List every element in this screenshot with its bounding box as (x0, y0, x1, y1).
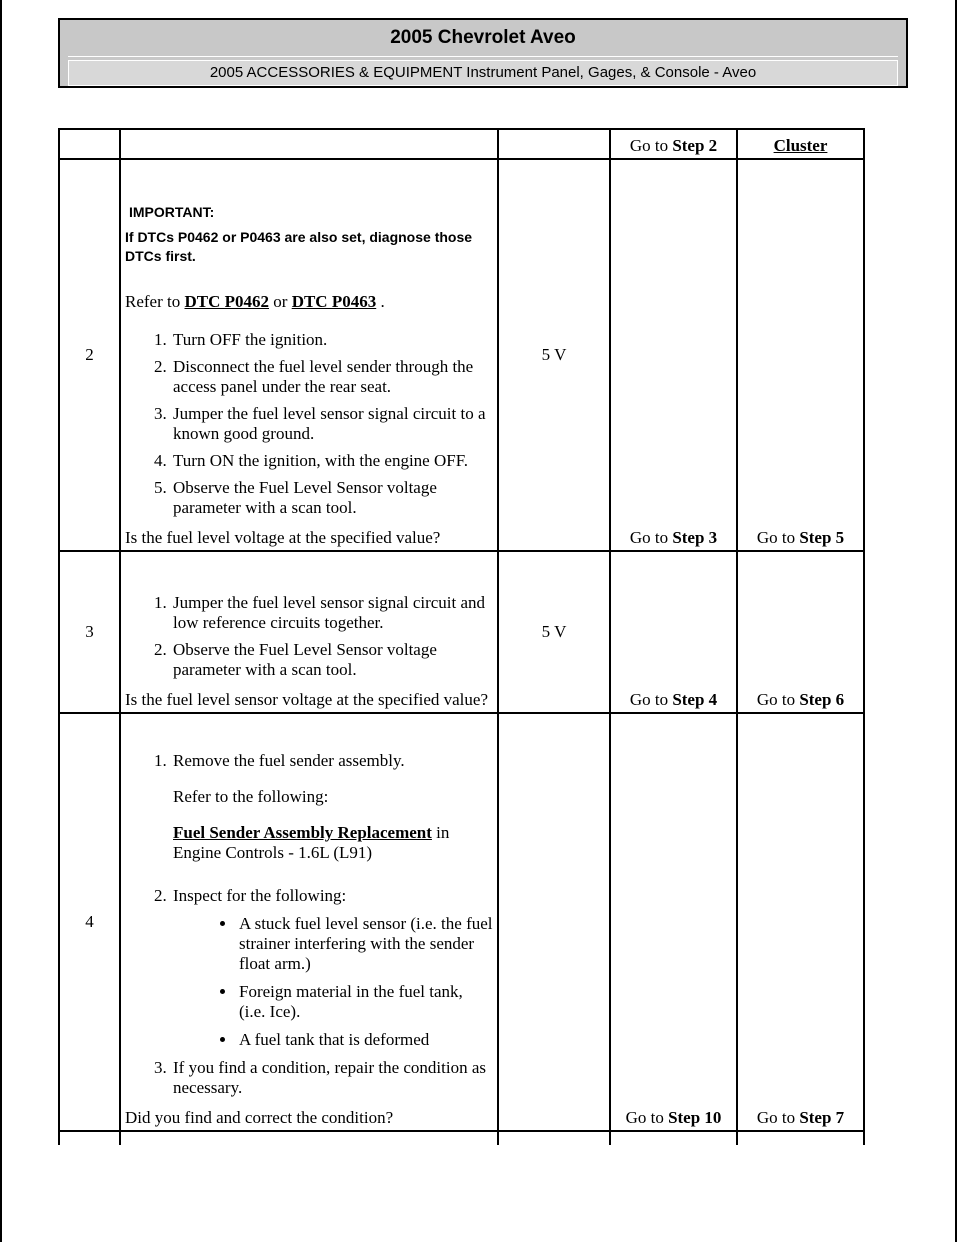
value-text: 5 V (498, 159, 610, 551)
page-header (58, 18, 908, 88)
yes-cell (610, 129, 737, 159)
link-suffix: in Engine Controls - 1.6L (L91) (173, 823, 450, 862)
procedure-list (125, 751, 493, 1098)
page-frame-right (955, 0, 957, 1242)
step-number: 3 (59, 551, 120, 713)
inspection-bullets (173, 914, 493, 1050)
question-text: Did you find and correct the condition? (125, 1108, 394, 1127)
yes-step: Step 2 (672, 136, 718, 155)
value-cell (498, 713, 610, 1131)
period-text: . (380, 292, 385, 311)
refer-line (125, 292, 493, 312)
no-cell (737, 129, 864, 159)
action-cell (120, 713, 498, 1131)
list-item: 1. Jumper the fuel level sensor signal circuit and low reference circuits together. (171, 593, 493, 633)
page-frame-left (0, 0, 2, 1242)
yes-step: Step 4 (672, 690, 718, 709)
action-cell (120, 551, 498, 713)
step-cell (59, 1131, 120, 1145)
list-item (171, 751, 493, 879)
yes-cell (610, 713, 737, 1131)
no-step: Step 5 (799, 528, 845, 547)
yes-prefix: Go to (629, 136, 669, 155)
no-step: Step 6 (799, 690, 845, 709)
table-row (59, 551, 864, 713)
dtc-p0462-link[interactable]: DTC P0462 (184, 292, 270, 311)
bullet-item: • A stuck fuel level sensor (i.e. the fuel strainer interfering with the sender float arm.) (237, 914, 493, 974)
refer-prefix: Refer to (125, 292, 181, 311)
refer-link-line (173, 823, 493, 863)
value-cell (498, 129, 610, 159)
procedure-list (125, 330, 493, 518)
document-title: 2005 Chevrolet Aveo (390, 27, 576, 48)
list-item: 2. Disconnect the fuel level sender through the access panel under the rear seat. (171, 357, 493, 397)
bullet-item: • Foreign material in the fuel tank, (i.e. Ice). (237, 982, 493, 1022)
important-heading: IMPORTANT: (129, 204, 215, 220)
yes-cell (610, 1131, 737, 1145)
action-cell (120, 159, 498, 551)
item-text: 2. Inspect for the following: (173, 886, 347, 905)
cluster-link[interactable]: Cluster (773, 136, 828, 155)
list-item: 3. If you find a condition, repair the condition as necessary. (171, 1058, 493, 1098)
important-text: If DTCs P0462 or P0463 are also set, diagnose those DTCs first. (125, 229, 473, 264)
no-cell (737, 551, 864, 713)
procedure-list (125, 593, 493, 680)
list-item: 1. Turn OFF the ignition. (171, 330, 493, 350)
action-cell (120, 129, 498, 159)
dtc-p0463-link[interactable]: DTC P0463 (291, 292, 377, 311)
value-text: 5 V (498, 551, 610, 713)
list-item: 5. Observe the Fuel Level Sensor voltage parameter with a scan tool. (171, 478, 493, 518)
item-text: 1. Remove the fuel sender assembly. (173, 751, 405, 770)
yes-prefix: Go to (625, 1108, 664, 1127)
list-item: 2. Observe the Fuel Level Sensor voltage parameter with a scan tool. (171, 640, 493, 680)
no-cell (737, 713, 864, 1131)
action-cell (120, 1131, 498, 1145)
header-divider (68, 56, 898, 57)
step-number: 2 (59, 159, 120, 551)
question-text: Is the fuel level voltage at the specified value? (125, 528, 441, 547)
no-step: Step 7 (799, 1108, 845, 1127)
step-number: 4 (59, 713, 120, 1131)
bullet-item: • A fuel tank that is deformed (237, 1030, 493, 1050)
diagnostic-table (58, 128, 865, 1145)
list-item (171, 886, 493, 1050)
refer-following: Refer to the following: (173, 787, 329, 806)
value-cell (498, 1131, 610, 1145)
no-cell (737, 1131, 864, 1145)
question-text: Is the fuel level sensor voltage at the specified value? (125, 690, 488, 709)
yes-step: Step 10 (668, 1108, 722, 1127)
no-cell (737, 159, 864, 551)
step-cell (59, 129, 120, 159)
yes-step: Step 3 (672, 528, 718, 547)
table-row (59, 1131, 864, 1145)
no-prefix: Go to (756, 528, 796, 547)
yes-prefix: Go to (629, 690, 669, 709)
yes-cell (610, 551, 737, 713)
table-row (59, 159, 864, 551)
document-subtitle: 2005 ACCESSORIES & EQUIPMENT Instrument Panel, Gages, & Console - Aveo (68, 60, 898, 86)
or-text: or (273, 292, 288, 311)
no-prefix: Go to (756, 690, 796, 709)
yes-cell (610, 159, 737, 551)
important-note (125, 203, 493, 266)
yes-prefix: Go to (629, 528, 669, 547)
header-panel (60, 20, 906, 86)
fuel-sender-replacement-link[interactable]: Fuel Sender Assembly Replacement (173, 823, 432, 842)
table-row (59, 713, 864, 1131)
no-prefix: Go to (756, 1108, 796, 1127)
list-item: 4. Turn ON the ignition, with the engine OFF. (171, 451, 493, 471)
list-item: 3. Jumper the fuel level sensor signal circuit to a known good ground. (171, 404, 493, 444)
table-row (59, 129, 864, 159)
